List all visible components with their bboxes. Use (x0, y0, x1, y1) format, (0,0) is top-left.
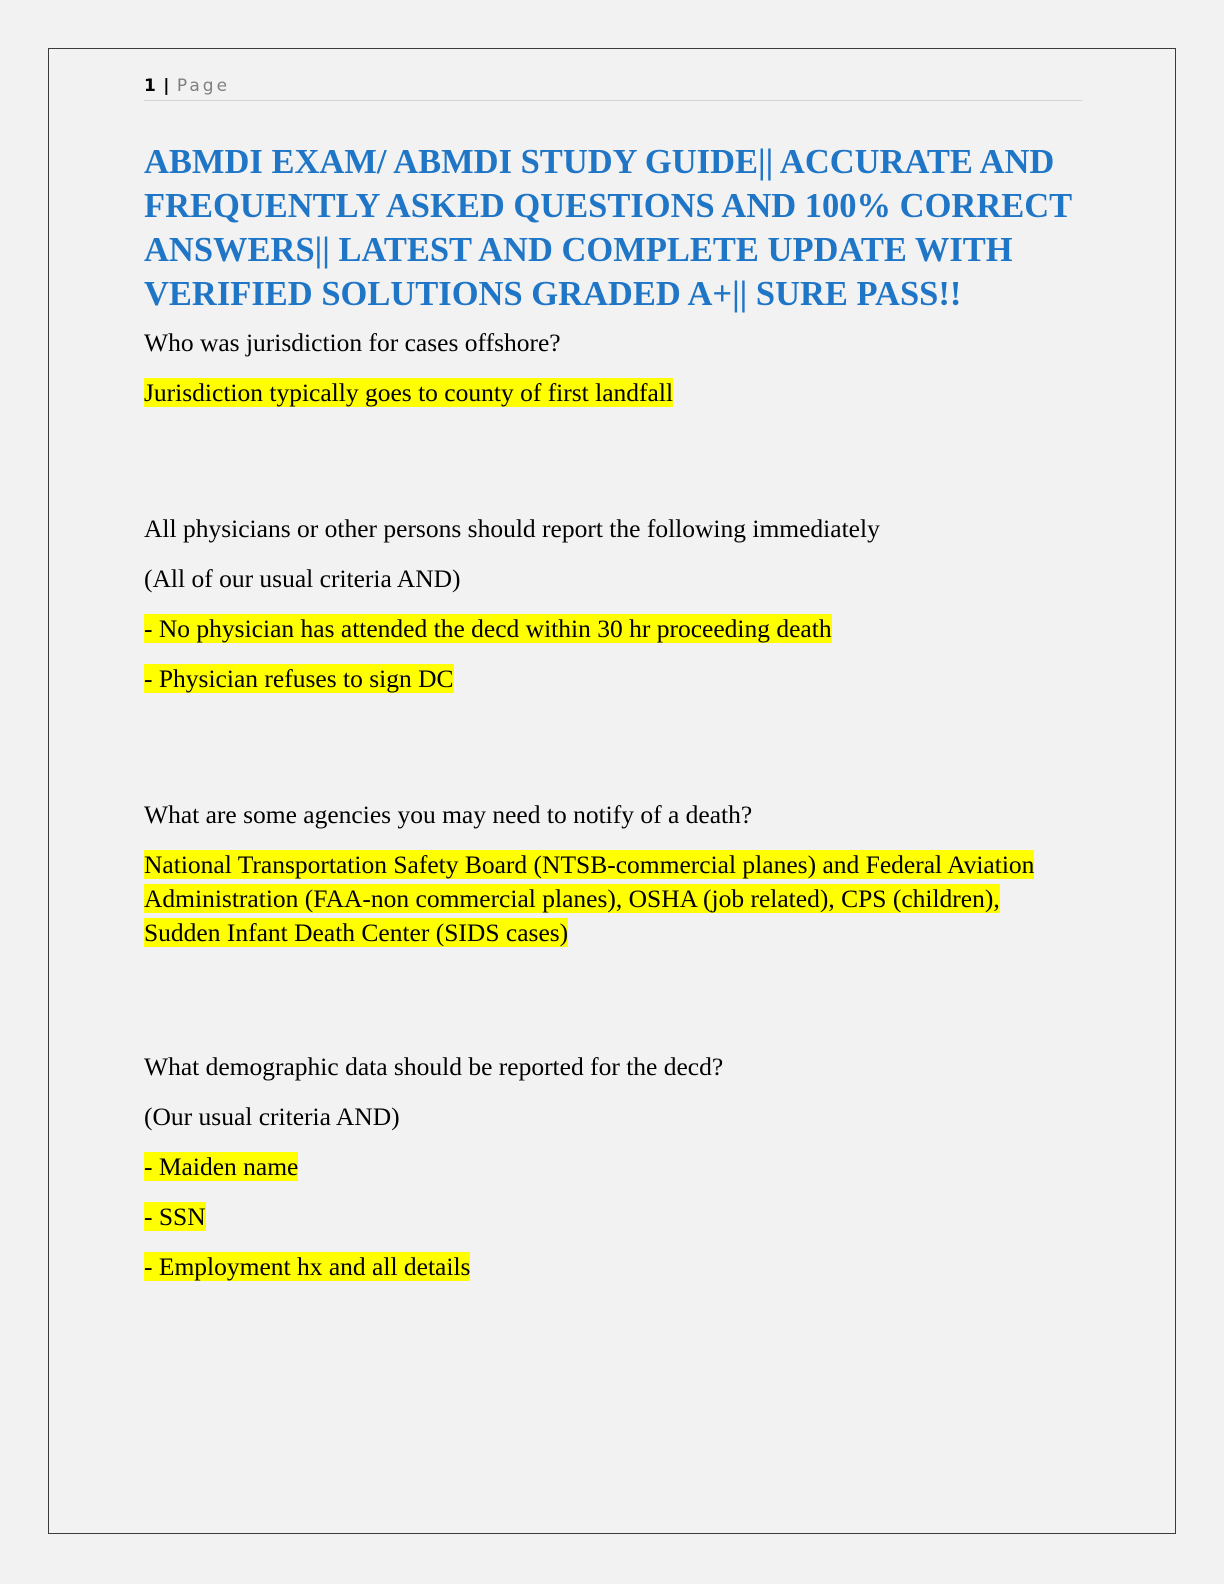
question-text: Who was jurisdiction for cases offshore? (144, 328, 561, 357)
question-note: (All of our usual criteria AND) (144, 564, 461, 593)
qa-item-3 (144, 798, 1082, 950)
question-text: What are some agencies you may need to notify of a death? (144, 800, 753, 829)
document-body (144, 140, 1082, 1300)
page-word: Page (176, 76, 231, 96)
qa-item-1 (144, 326, 1082, 410)
question-note: (Our usual criteria AND) (144, 1102, 400, 1131)
answer-text: - Maiden name (144, 1152, 299, 1181)
answer-text: - No physician has attended the decd within 30 hr proceeding death (144, 614, 832, 643)
qa-item-2 (144, 512, 1082, 696)
answer-text: National Transportation Safety Board (NTSB-commercial planes) and Federal Aviation Administration (FAA-non commercial planes), OSHA (job related), CPS (children), Sudden Infant Death Center (SIDS cases) (144, 850, 1035, 947)
answer-text: - Physician refuses to sign DC (144, 664, 454, 693)
answer-text: Jurisdiction typically goes to county of first landfall (144, 378, 674, 407)
question-text: What demographic data should be reported for the decd? (144, 1052, 724, 1081)
page-number: 1 (144, 76, 156, 96)
page-separator: | (163, 76, 170, 96)
qa-item-4 (144, 1050, 1082, 1284)
question-text: All physicians or other persons should report the following immediately (144, 514, 880, 543)
document-title: ABMDI EXAM/ ABMDI STUDY GUIDE|| ACCURATE AND FREQUENTLY ASKED QUESTIONS AND 100% CORRECT ANSWERS|| LATEST AND COMPLETE UPDATE WITH VERIFIED SOLUTIONS GRADED A+|| SURE PASS!! (144, 143, 1072, 313)
answer-text: - SSN (144, 1202, 206, 1231)
answer-text: - Employment hx and all details (144, 1252, 471, 1281)
page-header (144, 74, 1082, 101)
